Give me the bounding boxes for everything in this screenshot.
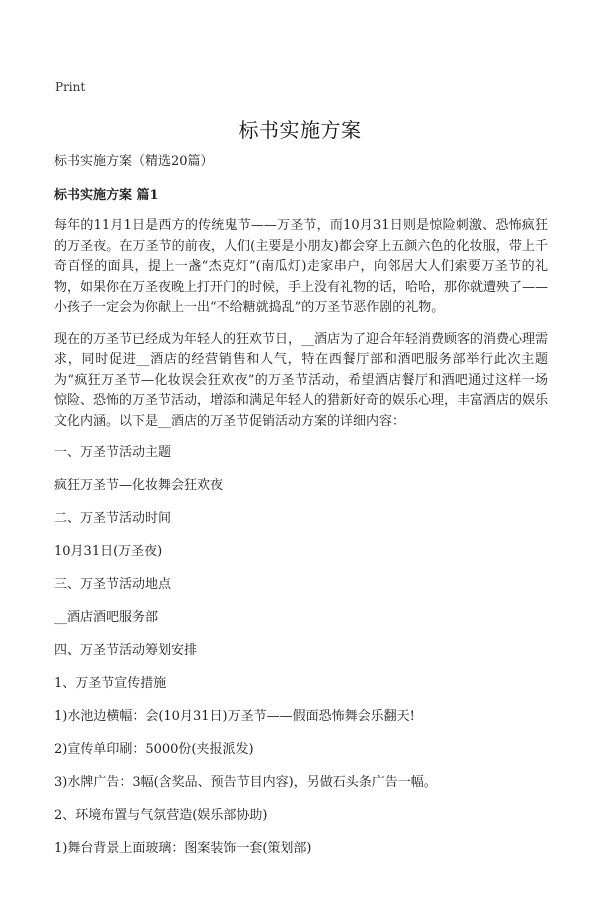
document-body [54,152,548,872]
promotion-item-1: 1)水池边横幅：会(10月31日)万圣节——假面恐怖舞会乐翻天! [54,709,415,724]
paragraph-1: 每年的11月1日是西方的传统鬼节——万圣节，而10月31日则是惊险刺激、恐怖疯狂的万圣夜。在万圣节的前夜，人们(主要是小朋友)都会穿上五颜六色的化妆服，带上千奇百怪的面具，提上一盏“杰克灯”(南瓜灯)走家串户，向邻居大人们索要万圣节的礼物，如果你在万圣夜晚上打开门的时候，手上没有礼物的话，哈哈，那你就遭殃了——小孩子一定会为你献上一出“不给糖就捣乱”的万圣节恶作剧的礼物。 [54,218,549,315]
activity-time-text: 10月31日(万圣夜) [54,544,163,559]
activity-theme-text: 疯狂万圣节—化妆舞会狂欢夜 [54,478,224,493]
environment-item-1: 1)舞台背景上面玻璃：图案装饰一套(策划部) [54,841,312,856]
subheading-environment: 2、环境布置与气氛营造(娱乐部协助) [54,808,268,823]
paragraph-2: 现在的万圣节已经成为年轻人的狂欢节日，__酒店为了迎合年轻消费顾客的消费心理需求，同时促进__酒店的经营销售和人气，特在西餐厅部和酒吧服务部举行此次主题为“疯狂万圣节—化妆误会狂欢夜”的万圣节活动，希望酒店餐厅和酒吧通过这样一场惊险、恐怖的万圣节活动，增添和满足年轻人的猎新好奇的娱乐心理，丰富酒店的娱乐文化内涵。以下是__酒店的万圣节促销活动方案的详细内容： [54,331,549,429]
activity-location-text: __酒店酒吧服务部 [54,610,159,625]
document-subtitle: 标书实施方案（精选20篇） [54,154,214,169]
heading-activity-time: 二、万圣节活动时间 [54,511,172,526]
heading-activity-location: 三、万圣节活动地点 [54,577,172,592]
print-label: Print [55,80,86,94]
promotion-item-3: 3)水牌广告：3幅(含奖品、预告节目内容)，另做石头条广告一幅。 [54,775,437,790]
section-heading: 标书实施方案 篇1 [54,188,159,203]
subheading-promotion: 1、万圣节宣传措施 [54,676,167,691]
heading-activity-theme: 一、万圣节活动主题 [54,445,172,460]
document-title: 标书实施方案 [238,118,362,142]
promotion-item-2: 2)宣传单印刷：5000份(夹报派发) [54,742,254,757]
heading-activity-plan: 四、万圣节活动筹划安排 [54,643,198,658]
